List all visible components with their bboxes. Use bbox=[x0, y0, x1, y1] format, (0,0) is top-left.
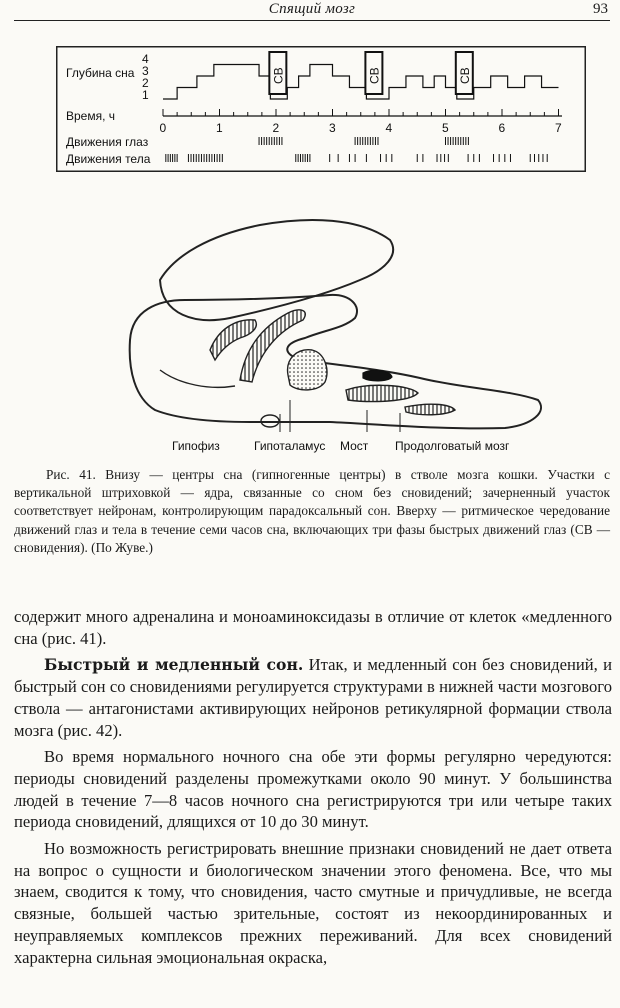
paragraph-2-text: Итак, и медленный сон без сновидений, и быстрый сон со сновидениями регулируется структурами в нижней части мозгового ствола — антагонистами активирующих нейронов ретикулярной формации ствола мозга (рис. 42). bbox=[14, 655, 612, 740]
cat-brainstem-figure bbox=[100, 210, 560, 465]
time-tick-label: 1 bbox=[216, 121, 223, 135]
depth-level-2: 2 bbox=[142, 76, 149, 90]
hypnogram-plot bbox=[163, 52, 559, 99]
paragraph-4: Но возможность регистрировать внешние признаки сновидений не дает ответа на вопрос о сущности и биологическом значении этого феномена. Все, что мы знаем, сводится к тому, что сновидения, часто смутные и причудливые, не всегда связные, большей частью зрительные, состоят из некоординированных и неуправляемых комплексов прежних переживаний. Для всех сновидений характерна сильная эмоциональная окраска, bbox=[14, 839, 612, 967]
hatched-nucleus-pons bbox=[346, 385, 418, 401]
cerebrum-outline bbox=[160, 220, 393, 320]
time-tick-label: 7 bbox=[555, 121, 562, 135]
sv-phase-label-2: СВ bbox=[367, 67, 382, 84]
depth-level-4: 4 bbox=[142, 52, 149, 66]
body-movements-label: Движения тела bbox=[66, 152, 151, 166]
inner-contour bbox=[160, 370, 235, 387]
label-pons: Мост bbox=[340, 439, 369, 453]
label-medulla: Продолговатый мозг bbox=[395, 439, 510, 453]
brain-diagram-svg bbox=[100, 210, 560, 465]
brainstem-outline bbox=[130, 295, 541, 428]
time-tick-label: 3 bbox=[329, 121, 336, 135]
running-title: Спящий мозг bbox=[268, 1, 356, 17]
depth-axis-label: Глубина сна bbox=[66, 66, 135, 80]
section-run-in-heading: Быстрый и медленный сон. bbox=[44, 655, 304, 675]
eye-movements-label: Движения глаз bbox=[66, 135, 149, 149]
depth-level-1: 1 bbox=[142, 88, 149, 102]
running-header bbox=[14, 0, 610, 21]
paragraph-3: Во время нормального ночного сна обе эти формы регулярно чередуются: периоды сновидений разделены промежутками около 90 минут. У большинства людей в течение 7—8 часов ночного сна регистрируются три или четыре таких периода сновидений, длящихся от 10 до 30 минут. bbox=[14, 747, 612, 832]
black-paradoxical-sleep-area bbox=[363, 370, 392, 381]
paragraph-1: содержит много адреналина и моноаминоксидазы в отличие от клеток «медленного сна (рис. 41). bbox=[14, 607, 612, 648]
figure-caption bbox=[14, 466, 610, 557]
time-tick-label: 0 bbox=[159, 121, 167, 135]
main-text bbox=[14, 606, 612, 968]
hypnogram-line bbox=[163, 65, 559, 100]
caption-text: Рис. 41. Внизу — центры сна (гипногенные центры) в стволе мозга кошки. Участки с вертикальной штриховкой — ядра, связанные со сном без сновидений; зачерненный участок соответствует нейронам, контролирующим парадоксальный сон. Вверху — ритмическое чередование движений глаз и тела в течение семи часов сна, включающих три фазы быстрых движений глаз (СВ — сновидения). (По Жуве.) bbox=[14, 467, 610, 555]
time-tick-label: 5 bbox=[442, 121, 449, 135]
sv-phase-label-1: СВ bbox=[271, 67, 286, 84]
time-tick-label: 4 bbox=[385, 121, 393, 135]
hatched-nucleus-medulla bbox=[405, 404, 455, 415]
time-axis-label: Время, ч bbox=[66, 109, 116, 123]
sleep-hypnogram-figure bbox=[56, 46, 586, 172]
body-movement-marks bbox=[166, 154, 547, 162]
depth-level-3: 3 bbox=[142, 64, 149, 78]
dotted-hypothalamic-area bbox=[288, 350, 327, 390]
label-hypothalamus: Гипоталамус bbox=[254, 439, 326, 453]
page-number: 93 bbox=[593, 1, 608, 17]
label-hypophysis: Гипофиз bbox=[172, 439, 220, 453]
sv-phase-label-3: СВ bbox=[457, 67, 472, 84]
time-axis-ticks bbox=[160, 109, 563, 135]
paragraph-2 bbox=[14, 654, 612, 741]
time-tick-label: 6 bbox=[498, 121, 506, 135]
eye-movement-marks bbox=[259, 137, 468, 145]
hypnogram-svg bbox=[56, 46, 586, 172]
time-tick-label: 2 bbox=[272, 121, 280, 135]
